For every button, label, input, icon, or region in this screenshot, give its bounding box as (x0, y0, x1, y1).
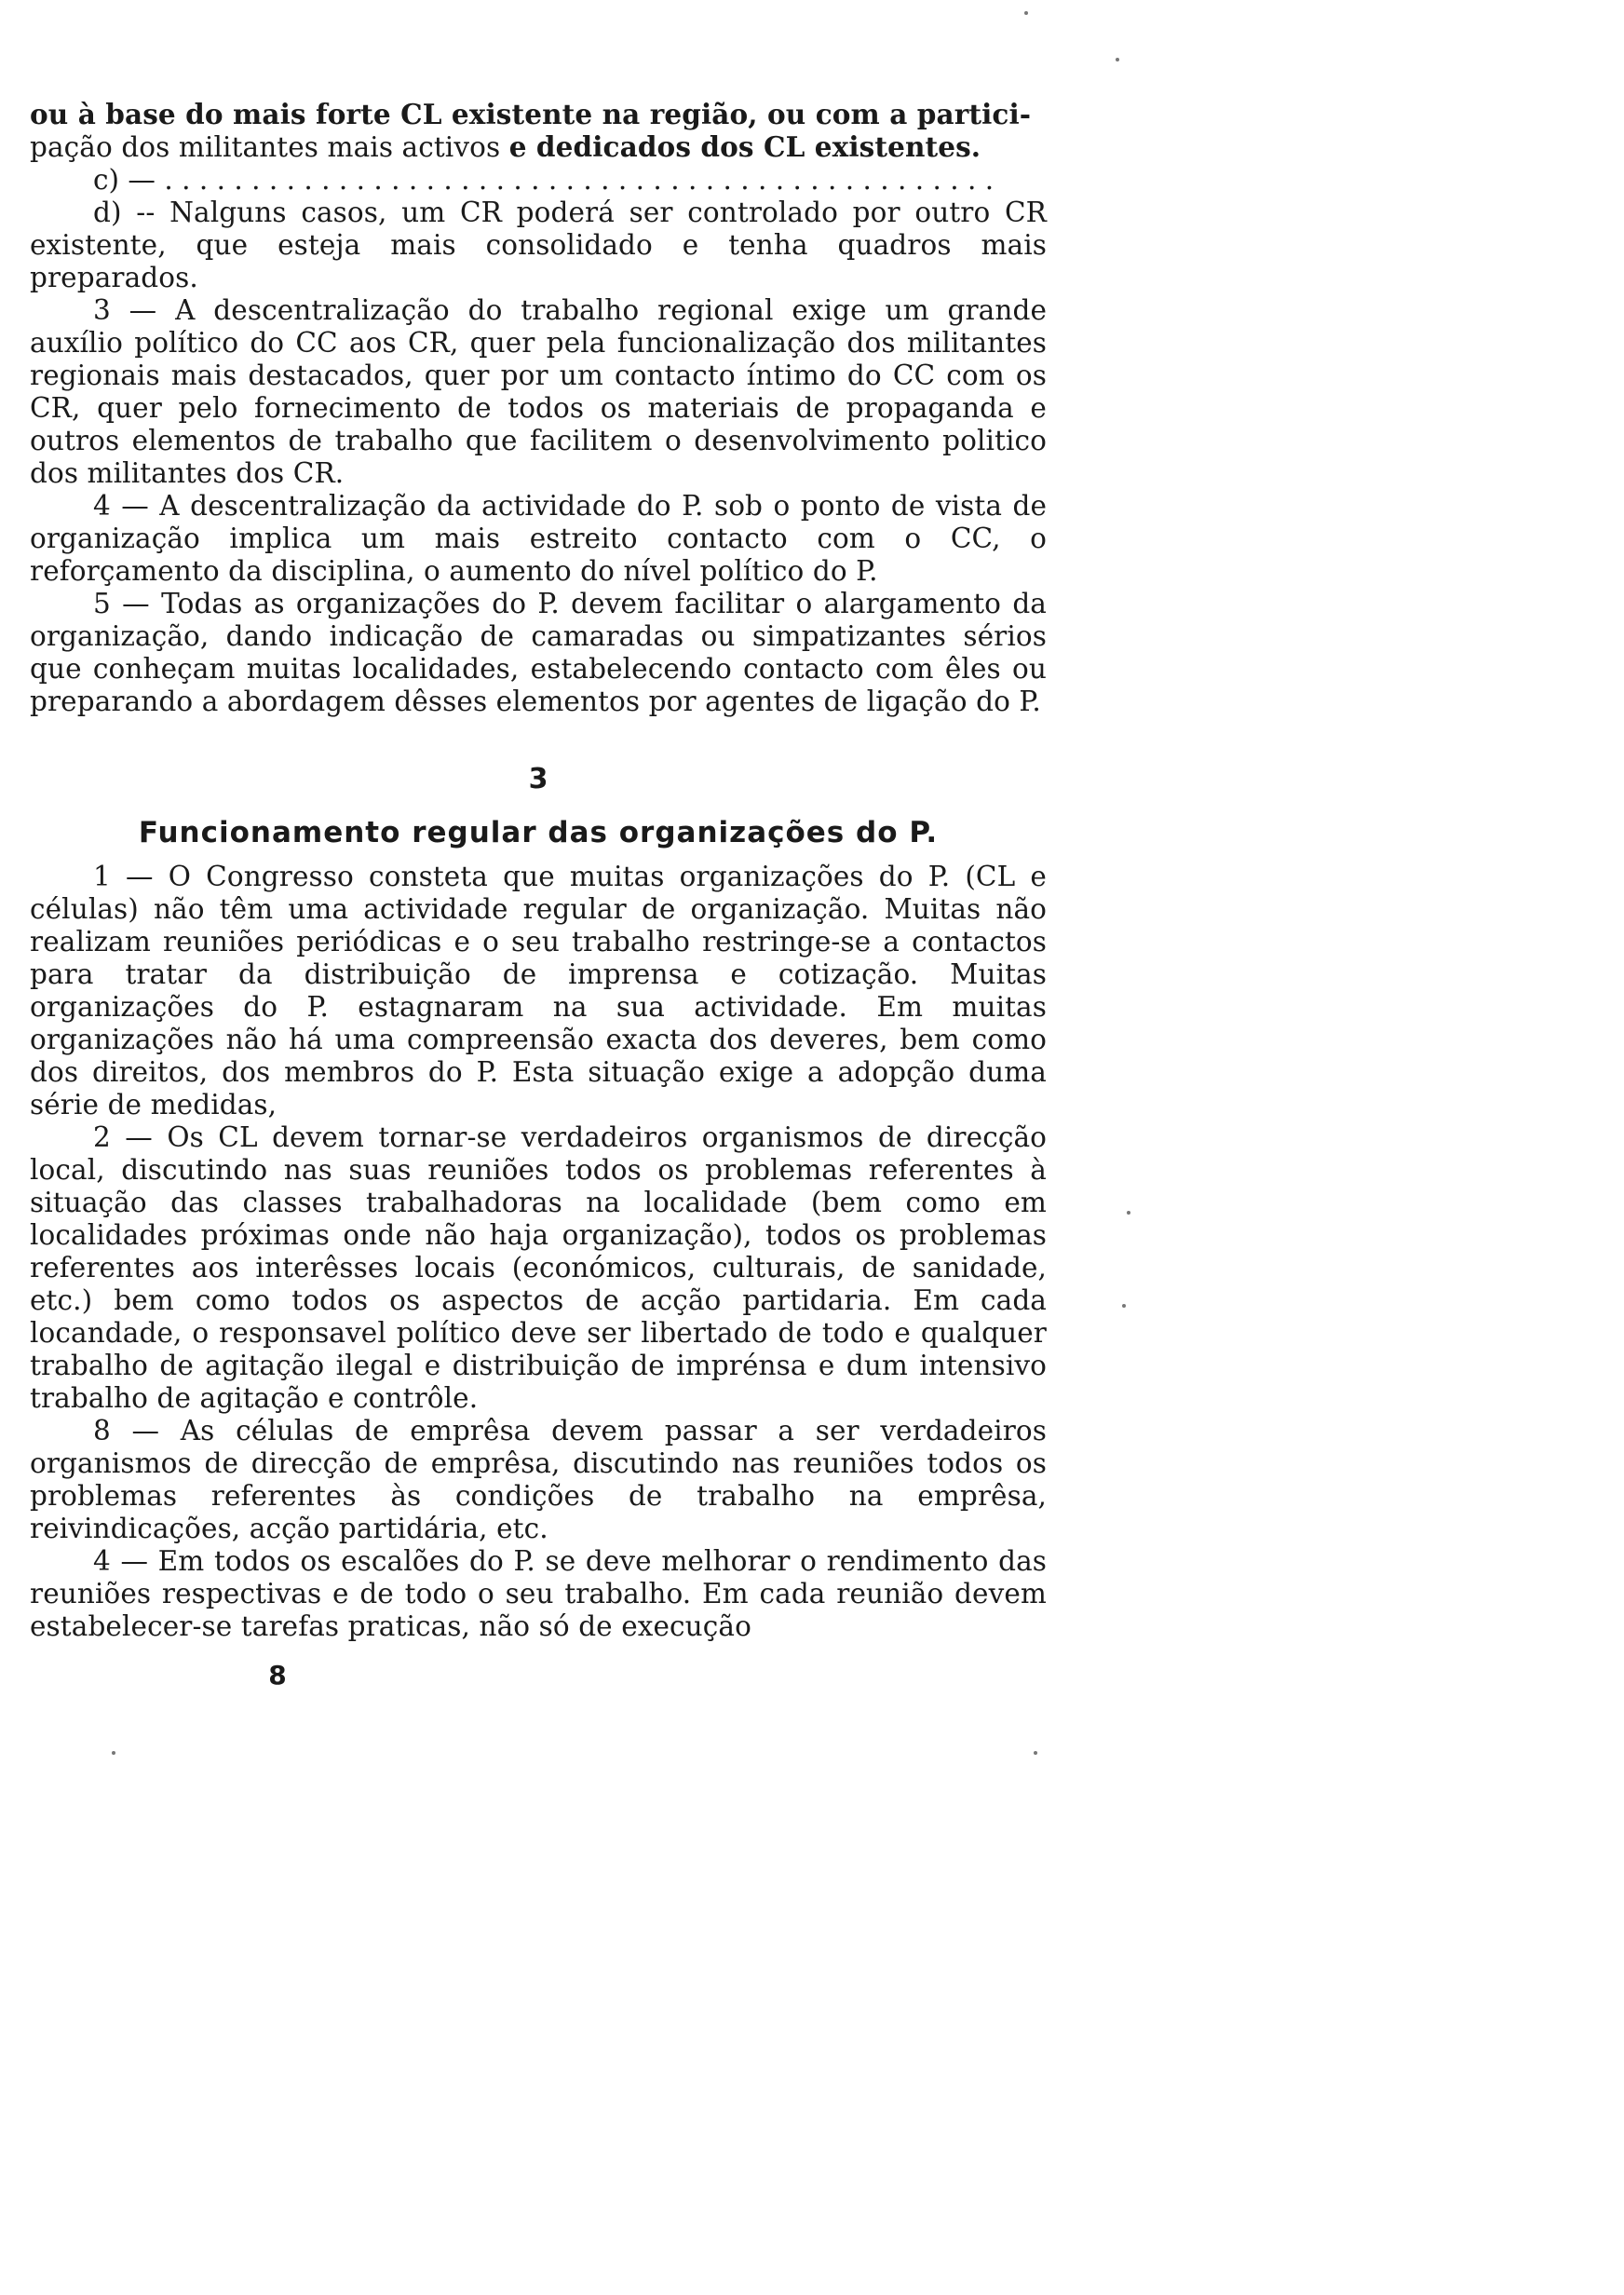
page-number: 8 (268, 1660, 287, 1691)
section-number: 3 (528, 763, 548, 795)
continuation-line-1: ou à base do mais forte CL existente na região, ou com a partici- (30, 98, 1032, 130)
item-c-label: c) — (93, 164, 156, 196)
scan-speck (1024, 11, 1028, 15)
continuation-line-2 (30, 130, 1047, 164)
scan-speck (1127, 1211, 1130, 1215)
continuation-line-2-bold: e dedicados dos CL existentes. (508, 130, 981, 163)
continuation-line-2-start: pação dos militantes mais activos (30, 131, 509, 163)
paragraph-5: 5 — Todas as organizações do P. devem facilitar o alargamento da organização, dando indicação de camaradas ou simpatizantes sérios que conheçam muitas localidades, estabelecendo contacto com êles ou preparando a abordagem dêsses elementos por agentes de ligação do P. (30, 588, 1047, 717)
section-paragraph-2: 2 — Os CL devem tornar-se verdadeiros organismos de direcção local, discutindo nas suas reuniões todos os problemas referentes à situação das classes trabalhadoras na localidade (bem como em localidades próximas onde não haja organização), todos os problemas referentes aos interêsses locais (económicos, culturais, de sanidade, etc.) bem como todos os aspectos de acção partidaria. Em cada locandade, o responsavel político deve ser libertado de todo e qualquer trabalho de agitação ilegal e distribuição de imprénsa e dum intensivo trabalho de agitação e contrôle. (30, 1121, 1047, 1414)
paragraph-3: 3 — A descentralização do trabalho regional exige um grande auxílio político do CC aos CR, quer pela funcionalização dos militantes regionais mais destacados, quer por um contacto íntimo do CC com os CR, quer pelo fornecimento de todos os materiais de propaganda e outros elementos de trabalho que facilitem o desenvolvimento politico dos militantes dos CR. (30, 294, 1047, 489)
scan-speck (1122, 1304, 1126, 1308)
item-d: d) -- Nalguns casos, um CR poderá ser controlado por outro CR existente, que esteja mais consolidado e tenha quadros mais preparados. (30, 197, 1047, 293)
section-paragraph-1: 1 — O Congresso consteta que muitas organizações do P. (CL e células) não têm uma actividade regular de organização. Muitas não realizam reuniões periódicas e o seu trabalho restringe-se a contactos para tratar da distribuição de imprensa e cotização. Muitas organizações do P. estagnaram na sua actividade. Em muitas organizações não há uma compreensão exacta dos deveres, bem como dos direitos, dos membros do P. Esta situação exige a adopção duma série de medidas, (30, 861, 1047, 1120)
scan-speck (1034, 1751, 1037, 1755)
scan-speck (112, 1751, 115, 1755)
section-paragraph-4: 4 — Em todos os escalões do P. se deve melhorar o rendimento das reuniões respectivas e de todo o seu trabalho. Em cada reunião devem estabelecer-se tarefas praticas, não só de execução (30, 1545, 1047, 1642)
document-page (30, 98, 1047, 1691)
scan-speck (1116, 58, 1119, 61)
section-title: Funcionamento regular das organizações do P. (138, 816, 939, 849)
item-c-dots: . . . . . . . . . . . . . . . . . . . . . . . . . . . . . . . . . . . . . . . . . . . . . . . . (164, 164, 995, 196)
paragraph-4: 4 — A descentralização da actividade do P. sob o ponto de vista de organização implica um mais estreito contacto com o CC, o reforçamento da disciplina, o aumento do nível político do P. (30, 490, 1047, 587)
item-c (30, 164, 1047, 197)
section-paragraph-3: 8 — As células de emprêsa devem passar a ser verdadeiros organismos de direcção de emprêsa, discutindo nas reuniões todos os problemas referentes às condições de trabalho na emprêsa, reivindicações, acção partidária, etc. (30, 1415, 1047, 1544)
